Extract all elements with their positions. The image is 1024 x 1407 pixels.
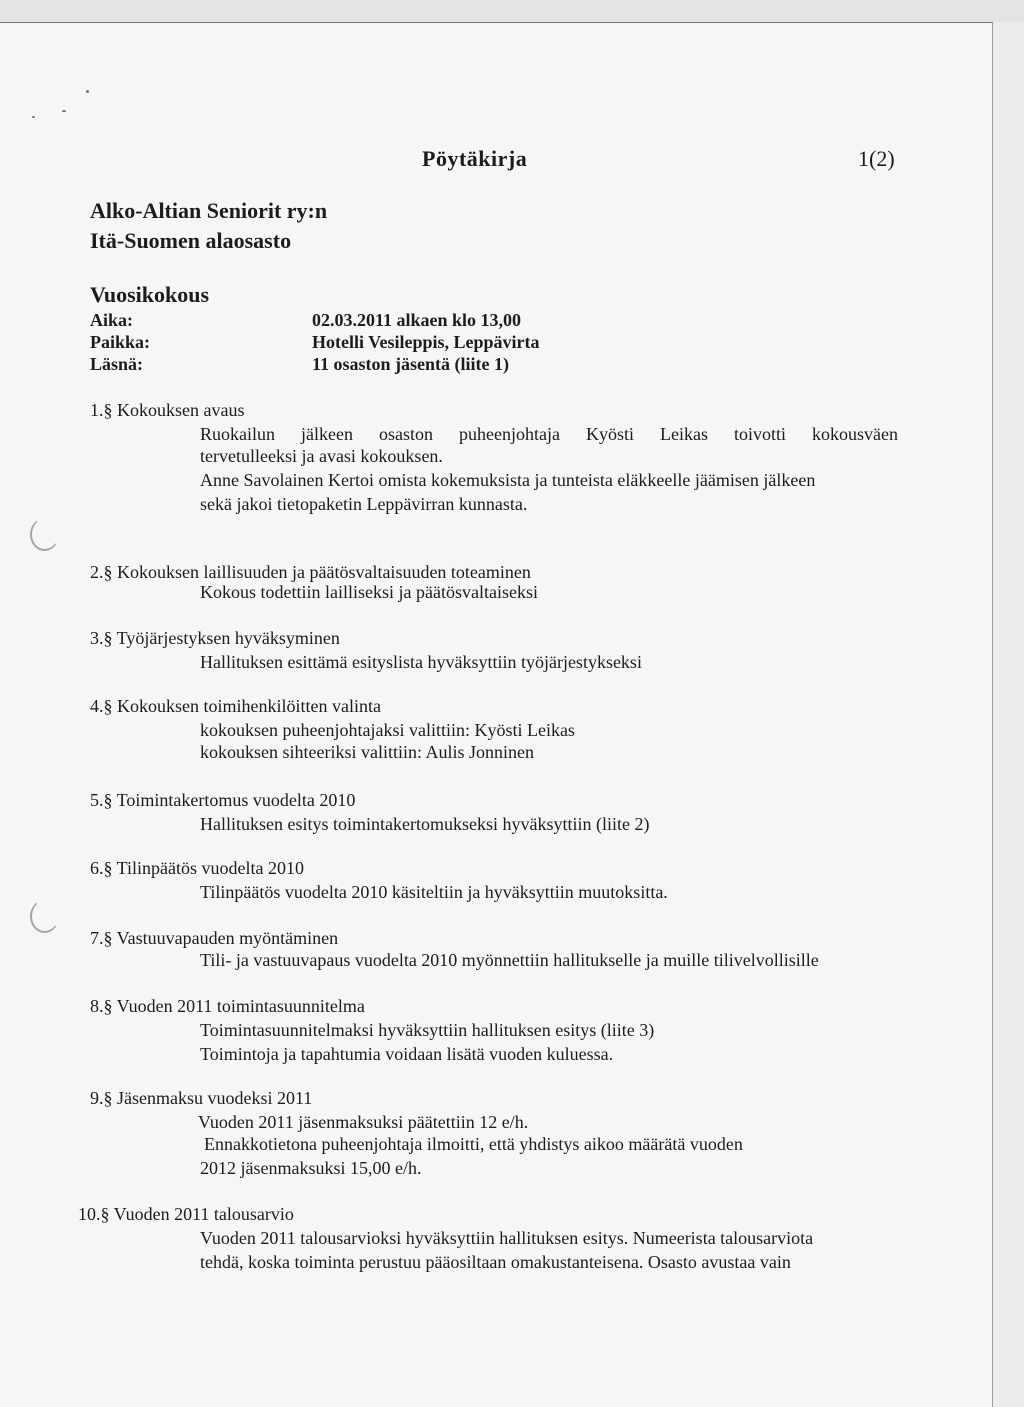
scan-speck [86, 90, 89, 93]
scan-background [0, 0, 1024, 22]
section-text: sekä jakoi tietopaketin Leppävirran kunnasta. [200, 494, 528, 514]
section-heading: 5.§ Toimintakertomus vuodelta 2010 [90, 790, 356, 810]
meeting-name: Vuosikokous [90, 282, 210, 307]
section-heading: 7.§ Vastuuvapauden myöntäminen [90, 928, 339, 948]
time-value: 02.03.2011 alkaen klo 13,00 [312, 310, 522, 330]
organization-name: Alko-Altian Seniorit ry:n [90, 198, 328, 223]
scan-speck [32, 116, 35, 118]
section-text: Tili- ja vastuuvapaus vuodelta 2010 myönnettiin hallitukselle ja muille tilivelvollisille [200, 950, 819, 970]
section-text: Ennakkotietona puheenjohtaja ilmoitti, että yhdistys aikoo määrätä vuoden [204, 1134, 743, 1154]
punch-hole-mark [30, 900, 59, 933]
section-text: Anne Savolainen Kertoi omista kokemuksista ja tunteista eläkkeelle jäämisen jälkeen [200, 470, 816, 490]
attendance-label: Läsnä: [90, 354, 144, 374]
section-heading: 4.§ Kokouksen toimihenkilöitten valinta [90, 696, 381, 716]
section-text: 2012 jäsenmaksuksi 15,00 e/h. [200, 1158, 422, 1178]
scan-speck [62, 110, 66, 112]
section-text: kokouksen sihteeriksi valittiin: Aulis Jonninen [200, 742, 534, 762]
section-text: Hallituksen esittämä esityslista hyväksyttiin työjärjestykseksi [200, 652, 642, 672]
section-text: Tilinpäätös vuodelta 2010 käsiteltiin ja hyväksyttiin muutoksitta. [200, 882, 668, 902]
section-heading: 3.§ Työjärjestyksen hyväksyminen [90, 628, 340, 648]
place-value: Hotelli Vesileppis, Leppävirta [312, 332, 540, 352]
section-text: Hallituksen esitys toimintakertomukseksi hyväksyttiin (liite 2) [200, 814, 650, 834]
section-heading: 6.§ Tilinpäätös vuodelta 2010 [90, 858, 305, 878]
section-heading: 9.§ Jäsenmaksu vuodeksi 2011 [90, 1088, 313, 1108]
punch-hole-mark [30, 518, 59, 551]
attendance-value: 11 osaston jäsentä (liite 1) [312, 354, 509, 374]
section-text: Kokous todettiin lailliseksi ja päätösvaltaiseksi [200, 582, 538, 602]
section-text: Vuoden 2011 talousarvioksi hyväksyttiin hallituksen esitys. Numeerista talousarviota [200, 1228, 814, 1248]
section-text: Vuoden 2011 jäsenmaksuksi päätettiin 12 e/h. [198, 1112, 529, 1132]
time-label: Aika: [90, 310, 134, 330]
section-heading: 8.§ Vuoden 2011 toimintasuunnitelma [90, 996, 365, 1016]
section-text: tervetulleeksi ja avasi kokouksen. [200, 446, 443, 466]
organization-division: Itä-Suomen alaosasto [90, 228, 292, 253]
section-text: Toimintoja ja tapahtumia voidaan lisätä vuoden kuluessa. [200, 1044, 614, 1064]
section-heading: 2.§ Kokouksen laillisuuden ja päätösvaltaisuuden toteaminen [90, 562, 531, 582]
section-heading: 1.§ Kokouksen avaus [90, 400, 245, 420]
page-number: 1(2) [858, 146, 895, 171]
document-title: Pöytäkirja [422, 146, 528, 171]
section-text: tehdä, koska toiminta perustuu pääosiltaan omakustanteisena. Osasto avustaa vain [200, 1252, 791, 1272]
section-text: Ruokailun jälkeen osaston puheenjohtaja Kyösti Leikas toivotti kokousväen [200, 424, 898, 444]
section-text: kokouksen puheenjohtajaksi valittiin: Kyösti Leikas [200, 720, 575, 740]
section-text: Toimintasuunnitelmaksi hyväksyttiin hallituksen esitys (liite 3) [200, 1020, 655, 1040]
place-label: Paikka: [90, 332, 151, 352]
section-heading: 10.§ Vuoden 2011 talousarvio [78, 1204, 294, 1224]
